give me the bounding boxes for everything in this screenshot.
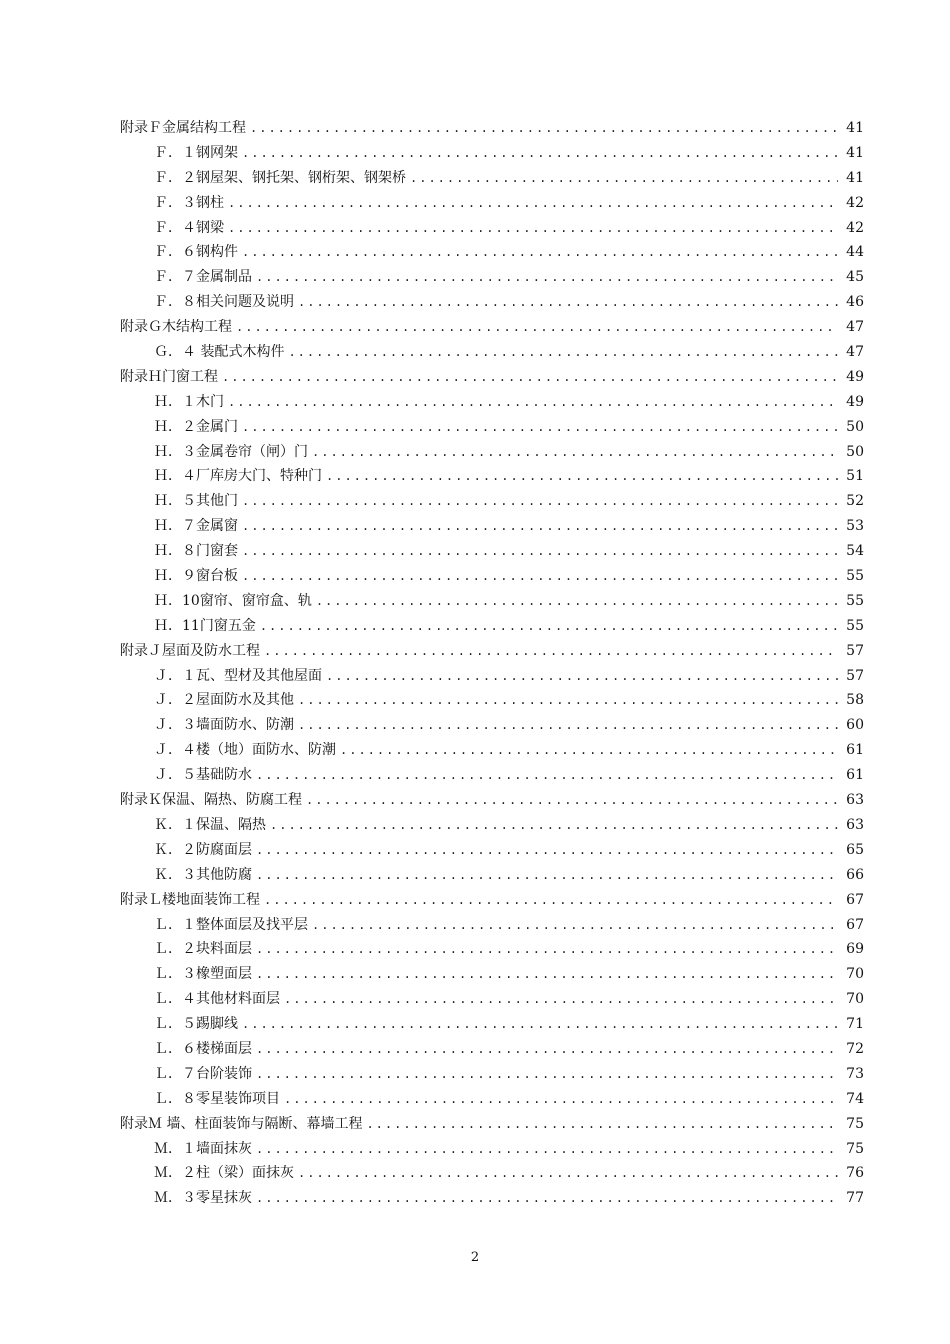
toc-dot-leader: [242, 514, 838, 539]
toc-dot-leader: [256, 1037, 838, 1062]
toc-section-entry[interactable]: [120, 589, 864, 614]
toc-entry-label: Ｆ．２钢屋架、钢托架、钢桁架、钢架桥: [154, 169, 406, 186]
toc-section-entry[interactable]: [120, 987, 864, 1012]
toc-entry-page: 55: [846, 568, 864, 585]
toc-entry-page: 61: [846, 767, 864, 784]
toc-dot-leader: [242, 240, 838, 265]
toc-entry-label: Ｆ．６钢构件: [154, 244, 238, 261]
toc-entry-page: 51: [846, 468, 864, 485]
toc-section-entry[interactable]: [120, 688, 864, 713]
toc-dot-leader: [284, 1087, 838, 1112]
toc-entry-label: Ｆ．７金属制品: [154, 269, 252, 286]
toc-section-entry[interactable]: [120, 838, 864, 863]
toc-entry-label: Ｈ．９窗台板: [154, 568, 238, 585]
toc-section-entry[interactable]: [120, 713, 864, 738]
toc-section-entry[interactable]: [120, 514, 864, 539]
toc-entry-page: 61: [846, 742, 864, 759]
toc-dot-leader: [228, 216, 838, 241]
toc-entry-page: 52: [846, 493, 864, 510]
toc-entry-label: Ｈ．２金属门: [154, 418, 238, 435]
toc-dot-leader: [256, 863, 838, 888]
toc-dot-leader: [264, 888, 838, 913]
toc-entry-page: 54: [846, 543, 864, 560]
toc-entry-page: 41: [846, 144, 864, 161]
toc-entry-page: 57: [846, 667, 864, 684]
toc-entry-label: Ｌ．７台阶装饰: [154, 1065, 252, 1082]
toc-section-entry[interactable]: [120, 166, 864, 191]
table-of-contents: [120, 116, 864, 1211]
toc-entry-page: 50: [846, 418, 864, 435]
toc-dot-leader: [298, 1161, 838, 1186]
toc-entry-page: 73: [846, 1065, 864, 1082]
toc-dot-leader: [270, 813, 838, 838]
toc-entry-page: 44: [846, 244, 864, 261]
toc-dot-leader: [256, 1186, 838, 1211]
toc-section-entry[interactable]: [120, 937, 864, 962]
toc-section-entry[interactable]: [120, 1137, 864, 1162]
toc-chapter-entry[interactable]: [120, 116, 864, 141]
toc-chapter-entry[interactable]: [120, 365, 864, 390]
toc-entry-label: 附录Ｍ 墙、柱面装饰与隔断、幕墙工程: [120, 1115, 363, 1132]
toc-entry-page: 69: [846, 941, 864, 958]
toc-dot-leader: [298, 688, 838, 713]
toc-section-entry[interactable]: [120, 539, 864, 564]
toc-entry-label: Ｊ．４楼（地）面防水、防潮: [154, 742, 336, 759]
toc-section-entry[interactable]: [120, 290, 864, 315]
toc-entry-label: Ｈ．３金属卷帘（闸）门: [154, 443, 308, 460]
toc-entry-page: 45: [846, 269, 864, 286]
toc-dot-leader: [298, 290, 838, 315]
toc-section-entry[interactable]: [120, 863, 864, 888]
toc-dot-leader: [366, 1112, 838, 1137]
toc-entry-label: Ｊ．１瓦、型材及其他屋面: [154, 667, 322, 684]
toc-dot-leader: [326, 464, 838, 489]
toc-entry-page: 53: [846, 518, 864, 535]
toc-entry-page: 47: [846, 319, 864, 336]
toc-entry-label: 附录Ｌ楼地面装饰工程: [120, 891, 260, 908]
toc-dot-leader: [410, 166, 838, 191]
toc-entry-label: Ｆ．３钢柱: [154, 194, 224, 211]
toc-dot-leader: [260, 614, 838, 639]
toc-dot-leader: [306, 788, 838, 813]
toc-entry-label: Ｌ．１整体面层及找平层: [154, 916, 308, 933]
toc-dot-leader: [242, 539, 838, 564]
toc-entry-label: 附录Ｇ木结构工程: [120, 319, 232, 336]
toc-entry-label: Ｊ．３墙面防水、防潮: [154, 717, 294, 734]
toc-entry-label: 附录Ｊ屋面及防水工程: [120, 642, 260, 659]
toc-entry-page: 66: [846, 866, 864, 883]
toc-dot-leader: [242, 489, 838, 514]
toc-entry-page: 41: [846, 120, 864, 136]
toc-dot-leader: [256, 763, 838, 788]
toc-dot-leader: [256, 1062, 838, 1087]
toc-entry-label: Ｌ．３橡塑面层: [154, 966, 252, 983]
toc-entry-label: Ｋ．１保温、隔热: [154, 816, 266, 833]
toc-chapter-entry[interactable]: [120, 788, 864, 813]
toc-entry-page: 75: [846, 1140, 864, 1157]
toc-entry-page: 67: [846, 916, 864, 933]
toc-entry-page: 55: [846, 592, 864, 609]
toc-entry-label: Ｆ．４钢梁: [154, 219, 224, 236]
toc-section-entry[interactable]: [120, 415, 864, 440]
toc-section-entry[interactable]: [120, 489, 864, 514]
toc-section-entry[interactable]: [120, 813, 864, 838]
toc-section-entry[interactable]: [120, 614, 864, 639]
toc-entry-label: 附录Ｈ门窗工程: [120, 368, 218, 385]
toc-entry-page: 65: [846, 841, 864, 858]
toc-section-entry[interactable]: [120, 240, 864, 265]
toc-dot-leader: [298, 713, 838, 738]
toc-entry-page: 49: [846, 393, 864, 410]
toc-entry-label: Ｍ．３零星抹灰: [154, 1190, 252, 1207]
toc-entry-page: 46: [846, 294, 864, 311]
toc-entry-label: Ｈ．７金属窗: [154, 518, 238, 535]
toc-entry-page: 77: [846, 1190, 864, 1207]
toc-entry-label: Ｈ．10窗帘、窗帘盒、轨: [154, 592, 312, 609]
toc-entry-page: 57: [846, 642, 864, 659]
toc-section-entry[interactable]: [120, 664, 864, 689]
toc-section-entry[interactable]: [120, 763, 864, 788]
toc-entry-page: 67: [846, 891, 864, 908]
toc-section-entry[interactable]: [120, 464, 864, 489]
toc-entry-label: Ｊ．２屋面防水及其他: [154, 692, 294, 709]
toc-dot-leader: [340, 738, 838, 763]
toc-entry-page: 42: [846, 219, 864, 236]
toc-dot-leader: [228, 390, 838, 415]
toc-section-entry[interactable]: [120, 738, 864, 763]
toc-dot-leader: [326, 664, 838, 689]
toc-entry-label: Ｍ．１墙面抹灰: [154, 1140, 252, 1157]
toc-entry-page: 74: [846, 1090, 864, 1107]
toc-dot-leader: [264, 639, 838, 664]
toc-chapter-entry[interactable]: [120, 639, 864, 664]
toc-dot-leader: [242, 141, 838, 166]
toc-entry-label: Ｈ．８门窗套: [154, 543, 238, 560]
toc-dot-leader: [284, 987, 838, 1012]
toc-entry-label: Ｌ．８零星装饰项目: [154, 1090, 280, 1107]
toc-dot-leader: [242, 415, 838, 440]
toc-section-entry[interactable]: [120, 265, 864, 290]
toc-section-entry[interactable]: [120, 440, 864, 465]
toc-entry-page: 71: [846, 1016, 864, 1033]
toc-entry-label: Ｌ．２块料面层: [154, 941, 252, 958]
toc-entry-page: 63: [846, 792, 864, 809]
toc-entry-page: 41: [846, 169, 864, 186]
toc-dot-leader: [256, 1137, 838, 1162]
toc-entry-page: 50: [846, 443, 864, 460]
toc-entry-page: 76: [846, 1165, 864, 1182]
toc-entry-page: 63: [846, 816, 864, 833]
toc-entry-page: 58: [846, 692, 864, 709]
toc-section-entry[interactable]: [120, 1037, 864, 1062]
page-number: 2: [470, 1250, 480, 1265]
toc-chapter-entry[interactable]: [120, 1112, 864, 1137]
toc-entry-label: 附录Ｋ保温、隔热、防腐工程: [120, 792, 302, 809]
toc-entry-label: Ｌ．４其他材料面层: [154, 991, 280, 1008]
toc-dot-leader: [242, 1012, 838, 1037]
toc-section-entry[interactable]: [120, 141, 864, 166]
toc-section-entry[interactable]: [120, 564, 864, 589]
toc-section-entry[interactable]: [120, 1012, 864, 1037]
toc-entry-label: Ｋ．３其他防腐: [154, 866, 252, 883]
toc-dot-leader: [228, 191, 838, 216]
toc-entry-page: 70: [846, 966, 864, 983]
toc-entry-page: 70: [846, 991, 864, 1008]
toc-dot-leader: [256, 962, 838, 987]
toc-section-entry[interactable]: [120, 913, 864, 938]
toc-dot-leader: [316, 589, 838, 614]
toc-dot-leader: [256, 838, 838, 863]
toc-dot-leader: [242, 564, 838, 589]
toc-dot-leader: [288, 340, 838, 365]
toc-section-entry[interactable]: [120, 390, 864, 415]
toc-entry-page: 49: [846, 368, 864, 385]
toc-dot-leader: [222, 365, 838, 390]
toc-section-entry[interactable]: [120, 216, 864, 241]
toc-entry-label: Ｍ．２柱（梁）面抹灰: [154, 1165, 294, 1182]
toc-entry-label: Ｈ．５其他门: [154, 493, 238, 510]
toc-entry-page: 47: [846, 344, 864, 361]
toc-entry-label: Ｆ．１钢网架: [154, 144, 238, 161]
toc-entry-page: 72: [846, 1040, 864, 1057]
toc-entry-page: 42: [846, 194, 864, 211]
toc-entry-page: 55: [846, 617, 864, 634]
toc-entry-label: Ｊ．５基础防水: [154, 767, 252, 784]
toc-entry-label: Ｈ．４厂库房大门、特种门: [154, 468, 322, 485]
toc-entry-label: 附录Ｆ金属结构工程: [120, 120, 246, 136]
toc-entry-label: Ｈ．１木门: [154, 393, 224, 410]
toc-dot-leader: [250, 116, 838, 141]
toc-dot-leader: [236, 315, 838, 340]
toc-chapter-entry[interactable]: [120, 888, 864, 913]
toc-section-entry[interactable]: [120, 962, 864, 987]
toc-dot-leader: [256, 265, 838, 290]
toc-dot-leader: [312, 913, 838, 938]
toc-entry-page: 60: [846, 717, 864, 734]
toc-section-entry[interactable]: [120, 191, 864, 216]
toc-section-entry[interactable]: [120, 1087, 864, 1112]
toc-entry-label: Ｇ．４ 装配式木构件: [154, 344, 285, 361]
toc-entry-label: Ｈ．11门窗五金: [154, 617, 256, 634]
toc-entry-label: Ｌ．６楼梯面层: [154, 1040, 252, 1057]
toc-entry-label: Ｋ．２防腐面层: [154, 841, 252, 858]
toc-entry-label: Ｆ．８相关问题及说明: [154, 294, 294, 311]
toc-section-entry[interactable]: [120, 1062, 864, 1087]
toc-entry-page: 75: [846, 1115, 864, 1132]
toc-entry-label: Ｌ．５踢脚线: [154, 1016, 238, 1033]
toc-section-entry[interactable]: [120, 1186, 864, 1211]
toc-dot-leader: [256, 937, 838, 962]
toc-dot-leader: [312, 440, 838, 465]
toc-chapter-entry[interactable]: [120, 315, 864, 340]
toc-section-entry[interactable]: [120, 340, 864, 365]
toc-section-entry[interactable]: [120, 1161, 864, 1186]
